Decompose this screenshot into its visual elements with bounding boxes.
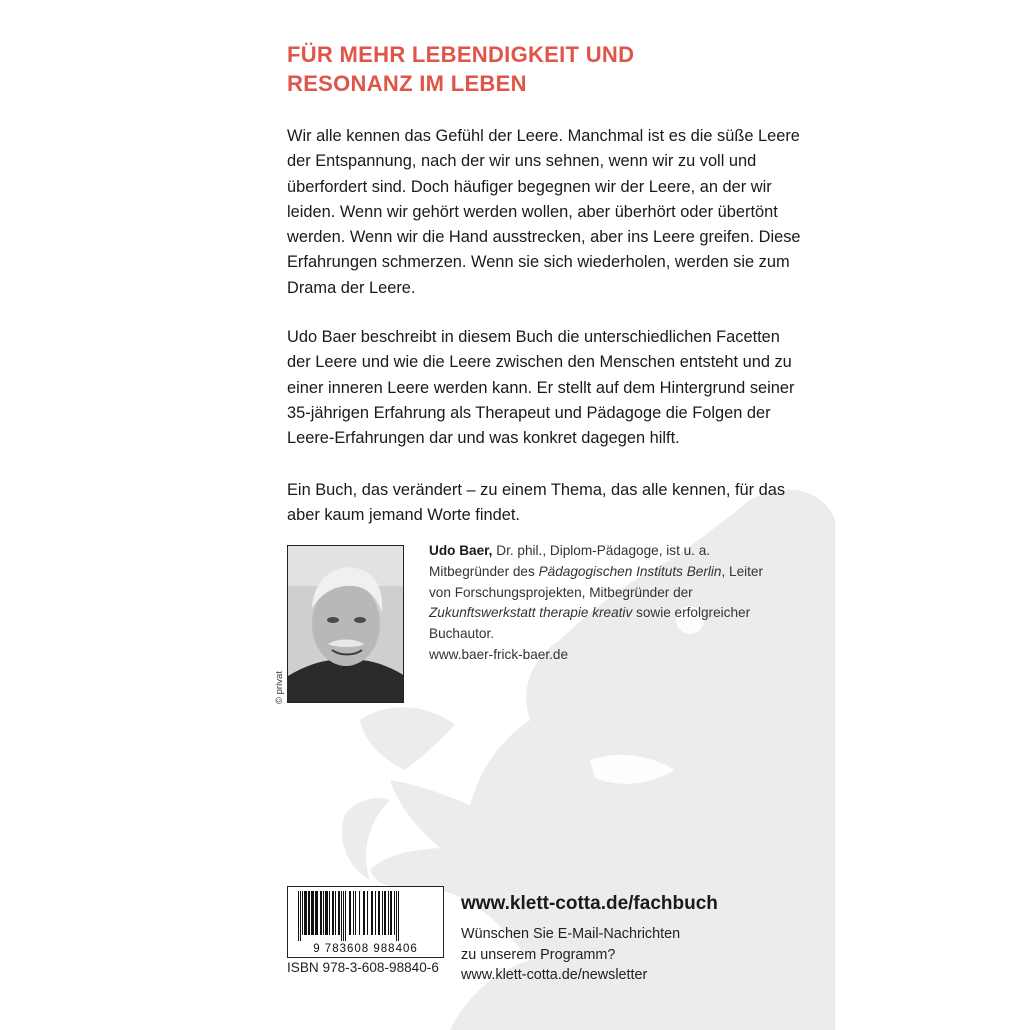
barcode — [287, 886, 444, 958]
barcode-bar — [335, 891, 336, 935]
barcode-bar — [304, 891, 307, 935]
barcode-bars-icon — [288, 891, 443, 945]
barcode-bar — [382, 891, 383, 935]
bio-institute: Pädagogischen Instituts Berlin — [538, 563, 722, 579]
barcode-bar — [394, 891, 395, 935]
barcode-bar — [332, 891, 334, 935]
description-paragraph: Udo Baer beschreibt in diesem Buch die unterschiedlichen Facetten der Leere und wie die Leere zwischen den Menschen entsteht und zu einer inneren Leere werden kann. Er stellt auf dem Hintergrund seiner 35-jährigen Erfahrung als Therapeut und Pädagoge die Folgen der Leere-Erfahrungen dar und was konkret dagegen hilft. — [287, 328, 795, 448]
barcode-bar — [298, 891, 299, 941]
newsletter-link[interactable]: www.klett-cotta.de/newsletter — [461, 967, 648, 983]
author-photo — [287, 545, 404, 703]
barcode-bar — [308, 891, 310, 935]
barcode-bar — [375, 891, 376, 935]
barcode-bar — [359, 891, 360, 935]
headline — [287, 40, 807, 98]
barcode-bar — [384, 891, 386, 935]
author-name: Udo Baer, — [429, 543, 493, 558]
barcode-bar — [325, 891, 328, 935]
author-website-link[interactable]: www.baer-frick-baer.de — [429, 646, 569, 662]
isbn-label: ISBN 978-3-608-98840-6 — [287, 960, 439, 975]
closing-paragraph: Ein Buch, das verändert – zu einem Thema, das alle kennen, für das aber kaum jemand Worte findet. — [287, 481, 786, 525]
barcode-bar — [302, 891, 303, 935]
barcode-bar — [320, 891, 322, 935]
barcode-bar — [378, 891, 380, 935]
barcode-bar — [315, 891, 318, 935]
barcode-bar — [396, 891, 397, 941]
barcode-bar — [353, 891, 354, 935]
barcode-bar — [343, 891, 344, 941]
barcode-bar — [390, 891, 392, 935]
author-bio — [429, 541, 774, 666]
barcode-bar — [311, 891, 314, 935]
author-portrait-icon — [288, 546, 404, 703]
intro-paragraph: Wir alle kennen das Gefühl der Leere. Manchmal ist es die süße Leere der Entspannung, nach der wir uns sehnen, wenn wir zu voll und überfordert sind. Doch häufiger begegnen wir der Leere, an der wir leiden. Wenn wir gehört werden wollen, aber überhört oder übertönt werden. Wenn wir die Hand ausstrecken, aber ins Leere greifen. Diese Erfahrungen schmerzen. Wenn sie sich wiederholen, werden sie zum Drama der Leere. — [287, 127, 801, 297]
barcode-bar — [367, 891, 368, 935]
barcode-bar — [363, 891, 365, 935]
newsletter-info — [461, 924, 680, 986]
barcode-bar — [338, 891, 340, 935]
bio-text-1: Dr. phil., Diplom-Pädagoge, ist u. a. Mitbegründer des — [429, 543, 711, 579]
barcode-bar — [355, 891, 356, 935]
barcode-bar — [345, 891, 346, 941]
publisher-web-link[interactable]: www.klett-cotta.de/fachbuch — [461, 893, 718, 914]
newsletter-line-2: zu unserem Programm? — [461, 946, 616, 963]
barcode-bar — [323, 891, 324, 935]
barcode-bar — [371, 891, 373, 935]
barcode-bar — [349, 891, 351, 935]
bio-text-2: , Leiter von Forschungsprojekten, Mitbegründer der — [429, 563, 764, 600]
barcode-digits: 9 783608 988406 — [313, 943, 418, 955]
newsletter-line-1: Wünschen Sie E-Mail-Nachrichten — [461, 926, 681, 942]
bio-workshop: Zukunftswerkstatt therapie kreativ — [429, 605, 633, 621]
headline-line-2: RESONANZ IM LEBEN — [287, 71, 527, 96]
barcode-bar — [329, 891, 330, 935]
photo-credit: © privat — [274, 671, 285, 704]
barcode-bar — [388, 891, 389, 935]
barcode-bar — [300, 891, 301, 941]
headline-line-1: FÜR MEHR LEBENDIGKEIT UND — [287, 42, 635, 67]
barcode-bar — [341, 891, 342, 941]
bio-text-3: sowie erfolgreicher Buchautor. — [429, 605, 751, 642]
barcode-bar — [398, 891, 399, 941]
